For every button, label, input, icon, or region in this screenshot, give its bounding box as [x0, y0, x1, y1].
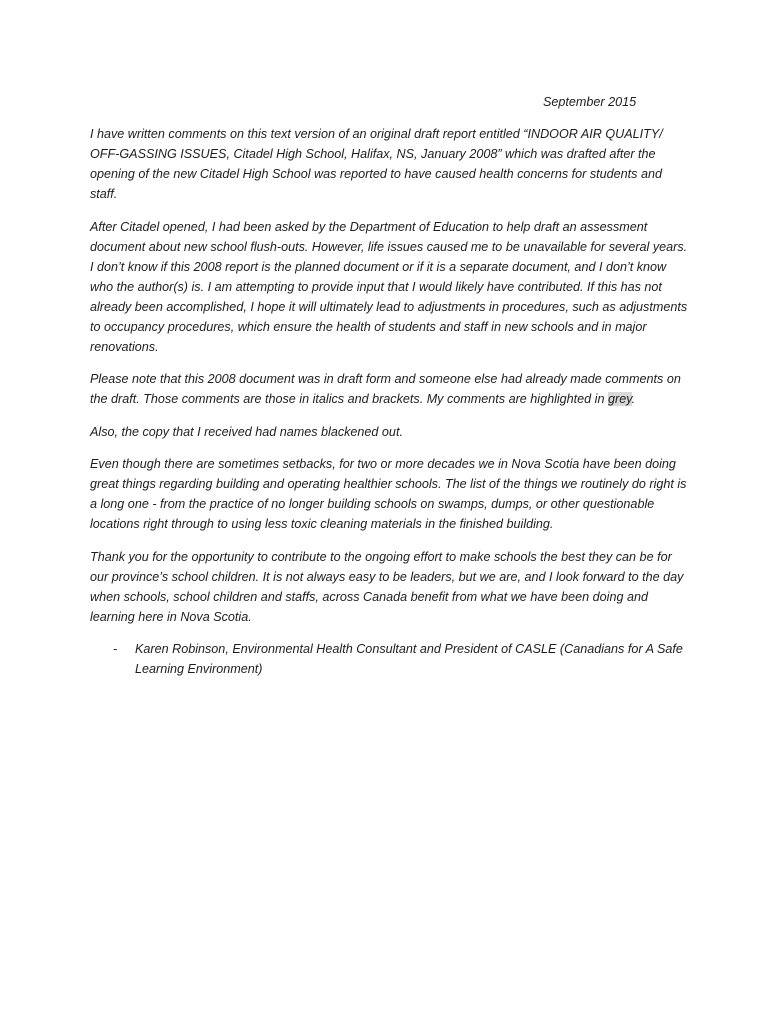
paragraph-intro: I have written comments on this text version of an original draft report entitled “INDOOR AIR QUALITY/ OFF-GASSING ISSUES, Citadel High School, Halifax, NS, January 2008” which was drafted after the opening of the new Citadel High School was reported to have caused health concerns for students and staff. — [90, 127, 663, 201]
letter-body — [90, 124, 690, 679]
draft-note-end: . — [631, 392, 636, 406]
letter-date: September 2015 — [543, 95, 637, 109]
paragraph-progress: Even though there are sometimes setbacks, for two or more decades we in Nova Scotia have been doing great things regarding building and operating healthier schools. The list of the things we routinely do right is a long one - from the practice of no longer building schools on swamps, dumps, or other questionable locations right through to using less toxic cleaning materials in the finished building. — [90, 457, 687, 531]
draft-note-text: Please note that this 2008 document was in draft form and someone else had already made comments on the draft. Those comments are those in italics and brackets. My comments are highlighted in — [90, 372, 681, 406]
paragraph-background: After Citadel opened, I had been asked by the Department of Education to help draft an assessment document about new school flush-outs. However, life issues caused me to be unavailable for several years. I don’t know if this 2008 report is the planned document or if it is a separate document, and I don’t know who the author(s) is. I am attempting to provide input that I would likely have contributed. If this has not already been accomplished, I hope it will ultimately lead to adjustments in procedures, such as adjustments to occupancy procedures, which ensure the health of students and staff in new schools and in major renovations. — [90, 219, 688, 354]
paragraph-names-note: Also, the copy that I received had names blackened out. — [90, 424, 403, 439]
paragraph-draft-note — [90, 369, 690, 409]
signature-bullet: - — [113, 642, 118, 656]
highlighted-word: grey — [608, 392, 632, 406]
paragraph-thanks: Thank you for the opportunity to contribute to the ongoing effort to make schools the best they can be for our province’s school children. It is not always easy to be leaders, but we are, and I look forward to the day when schools, school children and staffs, across Canada benefit from what we have been doing and learning here in Nova Scotia. — [90, 549, 684, 624]
signature-text: Karen Robinson, Environmental Health Consultant and President of CASLE (Canadians for A Safe Learning Environment) — [135, 642, 683, 676]
signature-line — [90, 639, 690, 679]
